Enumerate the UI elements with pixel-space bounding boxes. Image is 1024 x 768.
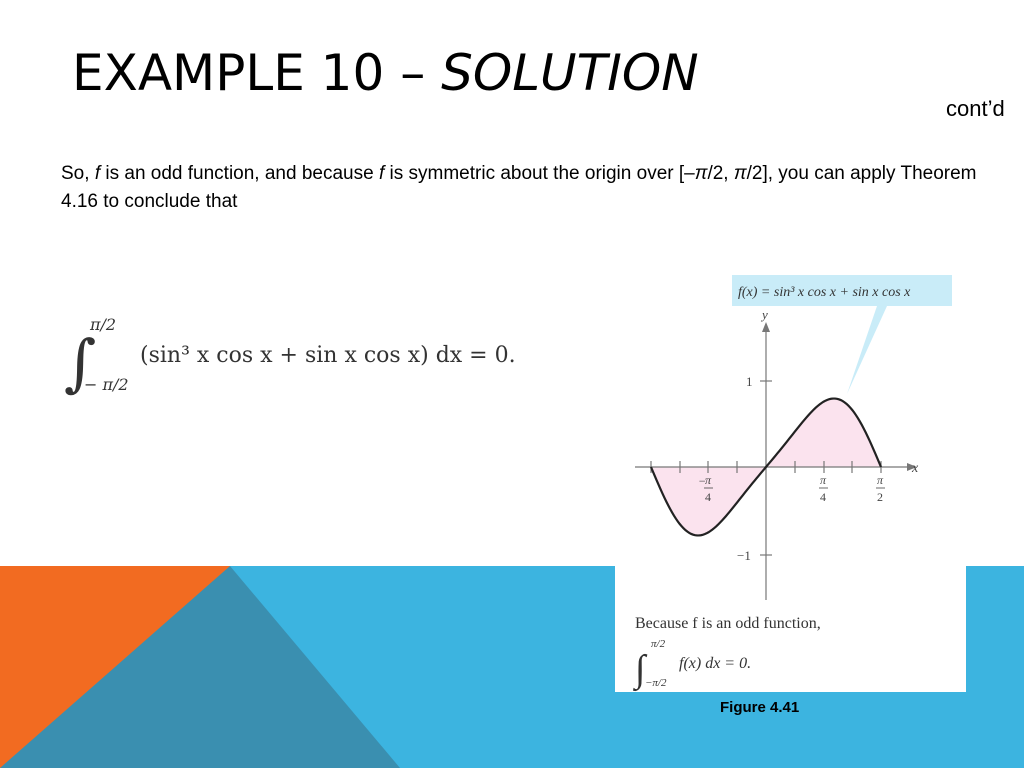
x-tick-label-pi2 (876, 473, 885, 504)
figure-note-line1: Because f is an odd function, (635, 615, 821, 632)
svg-text:π: π (820, 473, 827, 487)
svg-text:∫: ∫ (635, 648, 646, 690)
integrand: (sin³ x cos x + sin x cos x) dx = 0. (140, 343, 516, 368)
background-decoration (0, 566, 400, 768)
body-paragraph: So, f is an odd function, and because f is symmetric about the origin over [–π/2, π/2], you can apply Theorem 4.16 to conclude that (61, 163, 977, 212)
integral-equation (64, 308, 564, 398)
continued-label: cont’d (946, 96, 1005, 121)
y-tick-label-1: 1 (746, 374, 753, 389)
positive-area-fill (766, 399, 881, 467)
title-main: EXAMPLE 10 – (72, 44, 442, 102)
integral-lower-limit: − π/2 (84, 375, 129, 394)
svg-text:π: π (877, 473, 884, 487)
title-italic: SOLUTION (441, 44, 699, 102)
svg-text:4: 4 (705, 490, 711, 504)
callout-pointer (847, 306, 887, 394)
svg-text:π/2: π/2 (651, 638, 666, 650)
svg-text:−π/2: −π/2 (645, 677, 667, 689)
figure-caption: Figure 4.41 (720, 699, 800, 716)
integral-sign: ∫ (64, 326, 97, 398)
integral-upper-limit: π/2 (90, 315, 117, 334)
slide-title (72, 44, 699, 102)
figure-note-integral (633, 638, 751, 692)
svg-text:π: π (705, 473, 712, 487)
svg-text:2: 2 (877, 490, 883, 504)
function-label: f(x) = sin³ x cos x + sin x cos x (738, 285, 911, 300)
x-tick-label-pi4 (819, 473, 828, 504)
figure-panel (615, 272, 966, 692)
svg-text:f(x) dx = 0.: f(x) dx = 0. (679, 655, 752, 672)
y-tick-label-neg1: −1 (737, 548, 751, 563)
y-axis-label: y (762, 307, 768, 322)
svg-text:4: 4 (820, 490, 826, 504)
x-axis-label: x (912, 461, 919, 476)
svg-text:−: − (698, 474, 707, 488)
y-axis-arrow (762, 322, 770, 332)
